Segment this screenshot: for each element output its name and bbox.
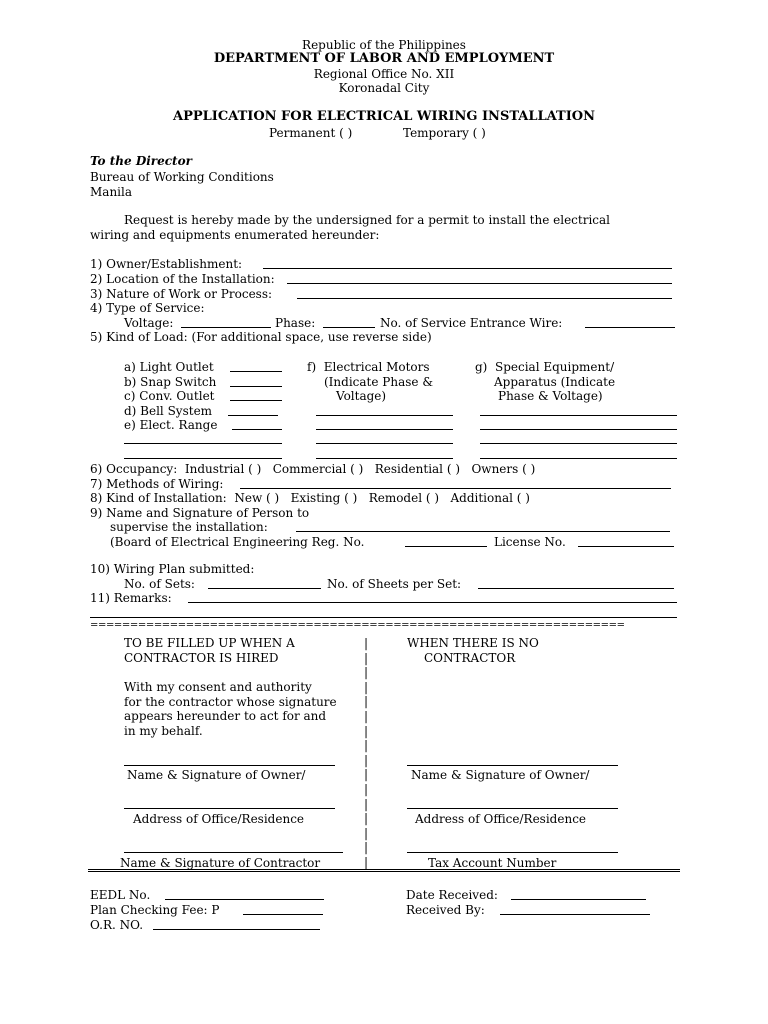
load-f-field-3[interactable]: [316, 443, 453, 444]
department-name: DEPARTMENT OF LABOR AND EMPLOYMENT: [213, 51, 555, 66]
temporary-option: Temporary ( ): [403, 126, 486, 140]
load-a-field[interactable]: [230, 371, 282, 372]
form-title: APPLICATION FOR ELECTRICAL WIRING INSTALLATION: [172, 109, 595, 124]
load-g-field-3[interactable]: [480, 443, 677, 444]
received-by-label: Received By:: [406, 903, 485, 917]
republic-line: Republic of the Philippines: [302, 38, 466, 52]
load-f-note-2: Voltage): [336, 389, 387, 403]
addressee-city: Manila: [90, 185, 132, 199]
installation-line: 8) Kind of Installation: New ( ) Existing ( ) Remodel ( ) Additional ( ): [90, 491, 530, 505]
wiring-plan-label: 10) Wiring Plan submitted:: [90, 562, 255, 576]
load-g-note-2: Phase & Voltage): [498, 389, 603, 403]
consent-line-4: in my behalf.: [124, 724, 203, 738]
office-city: Koronadal City: [338, 81, 430, 95]
remarks-field-2[interactable]: [90, 617, 677, 618]
service-wire-field[interactable]: [585, 327, 675, 328]
service-wire-label: No. of Service Entrance Wire:: [380, 316, 563, 330]
salutation: To the Director: [90, 154, 192, 168]
license-label: License No.: [494, 535, 566, 549]
load-a-label: a) Light Outlet: [124, 360, 214, 374]
occupancy-line: 6) Occupancy: Industrial ( ) Commercial ( ) Residential ( ) Owners ( ): [90, 462, 536, 476]
load-c-field[interactable]: [230, 400, 282, 401]
sheets-field[interactable]: [478, 588, 674, 589]
remarks-field-1[interactable]: [188, 602, 677, 603]
request-line-1: Request is hereby made by the undersigned for a permit to install the electrical: [124, 213, 610, 227]
load-b-label: b) Snap Switch: [124, 375, 217, 389]
remarks-label: 11) Remarks:: [90, 591, 172, 605]
column-divider: | | | | | | | | | | | | | | | |: [364, 636, 369, 869]
load-f-label: f) Electrical Motors: [307, 360, 430, 374]
load-f-field-4[interactable]: [316, 458, 453, 459]
supervisor-label-1: 9) Name and Signature of Person to: [90, 506, 310, 520]
eedl-field[interactable]: [165, 899, 324, 900]
permanent-option: Permanent ( ): [269, 126, 353, 140]
date-received-field[interactable]: [511, 899, 646, 900]
methods-label: 7) Methods of Wiring:: [90, 477, 224, 491]
tax-account-line[interactable]: [407, 852, 618, 853]
load-g-field-2[interactable]: [480, 429, 677, 430]
load-f-field-1[interactable]: [316, 415, 453, 416]
load-e-label: e) Elect. Range: [124, 418, 218, 432]
section-separator: ===================================================================: [90, 620, 625, 631]
owner-signature-label-left: Name & Signature of Owner/: [127, 768, 306, 782]
load-g-field-4[interactable]: [480, 458, 677, 459]
consent-line-1: With my consent and authority: [124, 680, 312, 694]
date-received-label: Date Received:: [406, 888, 498, 902]
contractor-heading-2: CONTRACTOR IS HIRED: [124, 651, 279, 665]
load-c-label: c) Conv. Outlet: [124, 389, 215, 403]
sets-field[interactable]: [208, 588, 321, 589]
contractor-signature-label: Name & Signature of Contractor: [120, 856, 321, 870]
nature-label: 3) Nature of Work or Process:: [90, 287, 273, 301]
plan-fee-label: Plan Checking Fee: P: [90, 903, 220, 917]
request-line-2: wiring and equipments enumerated hereunder:: [90, 228, 380, 242]
load-d-field[interactable]: [228, 415, 278, 416]
load-label: 5) Kind of Load: (For additional space, use reverse side): [90, 330, 432, 344]
load-e-field[interactable]: [232, 429, 282, 430]
or-number-label: O.R. NO.: [90, 918, 144, 932]
consent-line-3: appears hereunder to act for and: [124, 709, 327, 723]
contractor-heading-1: TO BE FILLED UP WHEN A: [124, 636, 295, 650]
supervisor-label-2: supervise the installation:: [110, 520, 268, 534]
supervisor-field[interactable]: [296, 531, 670, 532]
load-f-note-1: (Indicate Phase &: [324, 375, 433, 389]
load-extra-field-left-1[interactable]: [124, 443, 282, 444]
address-label-right: Address of Office/Residence: [415, 812, 587, 826]
voltage-label: Voltage:: [124, 316, 174, 330]
address-line-right[interactable]: [407, 808, 618, 809]
load-extra-field-left-2[interactable]: [124, 458, 282, 459]
load-g-field-1[interactable]: [480, 415, 677, 416]
consent-line-2: for the contractor whose signature: [124, 695, 337, 709]
no-contractor-heading-2: CONTRACTOR: [424, 651, 516, 665]
sets-label: No. of Sets:: [124, 577, 195, 591]
methods-field[interactable]: [240, 488, 671, 489]
location-label: 2) Location of the Installation:: [90, 272, 275, 286]
phase-label: Phase:: [275, 316, 316, 330]
no-contractor-heading-1: WHEN THERE IS NO: [407, 636, 539, 650]
tax-account-label: Tax Account Number: [428, 856, 557, 870]
nature-field[interactable]: [297, 298, 672, 299]
owner-field[interactable]: [263, 268, 672, 269]
owner-label: 1) Owner/Establishment:: [90, 257, 243, 271]
plan-fee-field[interactable]: [243, 914, 323, 915]
voltage-field[interactable]: [181, 327, 271, 328]
load-g-note-1: Apparatus (Indicate: [494, 375, 616, 389]
contractor-signature-line[interactable]: [124, 852, 343, 853]
sheets-label: No. of Sheets per Set:: [327, 577, 462, 591]
owner-signature-label-right: Name & Signature of Owner/: [411, 768, 590, 782]
license-field[interactable]: [578, 546, 674, 547]
load-g-label: g) Special Equipment/: [475, 360, 615, 374]
bottom-double-rule: [88, 869, 680, 872]
bureau-name: Bureau of Working Conditions: [90, 170, 274, 184]
phase-field[interactable]: [323, 327, 375, 328]
owner-signature-line-right[interactable]: [407, 765, 618, 766]
address-label-left: Address of Office/Residence: [133, 812, 305, 826]
load-b-field[interactable]: [230, 386, 282, 387]
service-label: 4) Type of Service:: [90, 301, 205, 315]
load-f-field-2[interactable]: [316, 429, 453, 430]
address-line-left[interactable]: [124, 808, 335, 809]
load-d-label: d) Bell System: [124, 404, 213, 418]
regional-office: Regional Office No. XII: [313, 67, 455, 81]
or-number-field[interactable]: [153, 929, 320, 930]
owner-signature-line-left[interactable]: [124, 765, 335, 766]
eedl-label: EEDL No.: [90, 888, 151, 902]
board-reg-label: (Board of Electrical Engineering Reg. No.: [110, 535, 365, 549]
board-reg-field[interactable]: [405, 546, 487, 547]
received-by-field[interactable]: [500, 914, 650, 915]
location-field[interactable]: [287, 283, 672, 284]
